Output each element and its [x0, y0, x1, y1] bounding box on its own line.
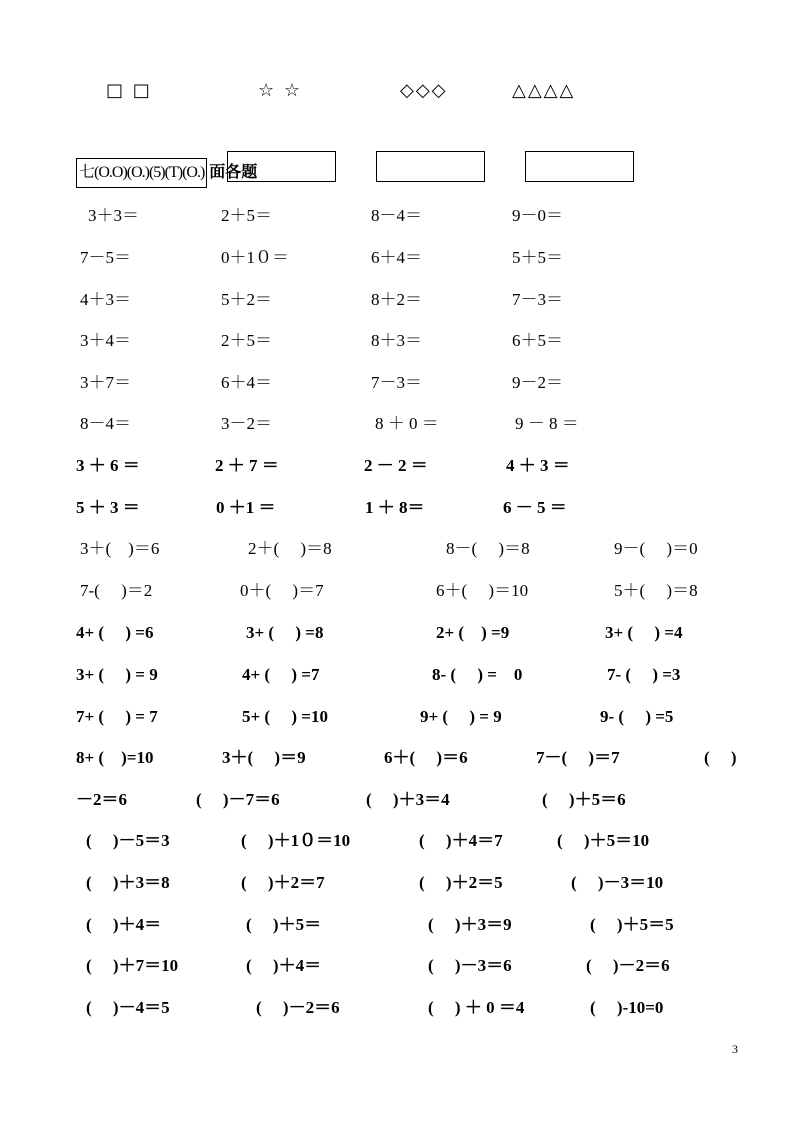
- problem-cell: 7-( )＝2: [80, 581, 153, 600]
- star-symbols: ☆ ☆: [258, 80, 302, 101]
- problem-cell: 4+ ( ) =7: [242, 665, 320, 684]
- problem-cell: 7+ ( ) = 7: [76, 707, 158, 726]
- problem-cell: ( )＋4＝: [86, 915, 162, 934]
- problem-row: [0, 330, 794, 364]
- problem-cell: ( )＋3＝8: [86, 873, 170, 892]
- problem-row: [0, 914, 794, 948]
- problem-row: [0, 413, 794, 447]
- problem-cell: ( )＋7＝10: [86, 956, 179, 975]
- problem-cell: 5 ＋ 3 ＝: [76, 498, 140, 517]
- problem-cell: ( )＋4＝7: [419, 831, 503, 850]
- problem-cell: 3+ ( ) =8: [246, 623, 324, 642]
- page-number: 3: [732, 1042, 738, 1056]
- triangle-symbols: △△△△: [512, 80, 576, 101]
- problem-cell: ( )＋3＝4: [366, 790, 450, 809]
- problem-cell: 2 ＋ 7 ＝: [215, 456, 279, 475]
- problem-cell: 8－4＝: [80, 414, 131, 433]
- problem-cell: 4+ ( ) =6: [76, 623, 154, 642]
- problem-cell: 7- ( ) =3: [607, 665, 681, 684]
- problem-cell: 2＋( )＝8: [248, 539, 332, 558]
- problem-cell: 2＋5＝: [221, 206, 272, 225]
- problem-cell: ( ) ＋ 0 ＝4: [428, 998, 525, 1017]
- problem-cell: 3－2＝: [221, 414, 272, 433]
- problem-cell: 8－( )＝8: [446, 539, 530, 558]
- problem-row: [0, 205, 794, 239]
- problem-cell: 4 ＋ 3 ＝: [506, 456, 570, 475]
- problem-cell: 7－3＝: [371, 373, 422, 392]
- problem-cell: 0＋( )＝7: [240, 581, 324, 600]
- problem-cell: ( )＋5＝5: [590, 915, 674, 934]
- section-title-text: 面各题: [209, 164, 258, 181]
- problem-cell: 3＋( )＝9: [222, 748, 306, 767]
- problem-row: [0, 830, 794, 864]
- problem-cell: 4＋3＝: [80, 290, 131, 309]
- problem-cell: 3+ ( ) =4: [605, 623, 683, 642]
- problem-cell: ( )＋5＝6: [542, 790, 626, 809]
- section-title: [76, 158, 257, 186]
- problem-cell: 8- ( ) = 0: [432, 665, 523, 684]
- diamond-symbols: ◇◇◇: [400, 80, 448, 101]
- problem-cell: ( )＋5＝: [246, 915, 322, 934]
- problem-row: [0, 997, 794, 1031]
- problem-cell: ( )＋5＝10: [557, 831, 650, 850]
- problem-cell: 9 － 8 ＝: [515, 414, 579, 433]
- problem-cell: 9+ ( ) = 9: [420, 707, 502, 726]
- problem-cell: 9- ( ) =5: [600, 707, 674, 726]
- problem-row: [0, 580, 794, 614]
- problem-cell: 3＋( )＝6: [80, 539, 160, 558]
- problem-cell: 3＋3＝: [88, 206, 139, 225]
- problem-cell: 2 － 2 ＝: [364, 456, 428, 475]
- problem-cell: 8 ＋ 0 ＝: [375, 414, 439, 433]
- problem-row: [0, 497, 794, 531]
- problem-row: [0, 247, 794, 281]
- problem-cell: 2+ ( ) =9: [436, 623, 510, 642]
- problem-cell: 7－5＝: [80, 248, 131, 267]
- problem-cell: 6＋( )＝10: [436, 581, 529, 600]
- problem-cell: 9－( )＝0: [614, 539, 698, 558]
- problem-cell: 8＋3＝: [371, 331, 422, 350]
- problem-cell: 6＋4＝: [221, 373, 272, 392]
- problem-cell: 7－( )＝7: [536, 748, 620, 767]
- problem-cell: 3＋4＝: [80, 331, 131, 350]
- problem-cell: 5＋2＝: [221, 290, 272, 309]
- problem-cell: 8＋2＝: [371, 290, 422, 309]
- problem-row: [0, 789, 794, 823]
- problem-row: [0, 289, 794, 323]
- problem-row: [0, 372, 794, 406]
- problem-cell: 8+ ( )=10: [76, 748, 154, 767]
- problem-cell: 7－3＝: [512, 290, 563, 309]
- problem-cell: ( )－2＝6: [256, 998, 340, 1017]
- problem-row: [0, 622, 794, 656]
- problem-cell: 0 ＋1 ＝: [216, 498, 276, 517]
- problem-cell: ( )－4＝5: [86, 998, 170, 1017]
- problem-row: [0, 747, 794, 781]
- problem-cell: 5＋5＝: [512, 248, 563, 267]
- problem-row: [0, 872, 794, 906]
- problem-cell: ( )＋4＝: [246, 956, 322, 975]
- problem-cell: ( )＋3＝9: [428, 915, 512, 934]
- answer-box-2[interactable]: [376, 151, 485, 182]
- problem-cell: ( )＋2＝5: [419, 873, 503, 892]
- problem-row: [0, 455, 794, 489]
- problem-cell: 9－2＝: [512, 373, 563, 392]
- problem-cell: 6＋4＝: [371, 248, 422, 267]
- problem-cell: ( ): [704, 748, 737, 767]
- problem-cell: 5+ ( ) =10: [242, 707, 328, 726]
- problem-cell: 2＋5＝: [221, 331, 272, 350]
- problem-cell: ( )－2＝6: [586, 956, 670, 975]
- problem-cell: ( )－7＝6: [196, 790, 280, 809]
- problem-cell: 6＋( )＝6: [384, 748, 468, 767]
- problem-cell: 9－0＝: [512, 206, 563, 225]
- problem-cell: 3+ ( ) = 9: [76, 665, 158, 684]
- problem-cell: ( )-10=0: [590, 998, 664, 1017]
- problem-cell: ( )－3＝6: [428, 956, 512, 975]
- square-symbols: □ □: [106, 80, 152, 101]
- problem-cell: 5＋( )＝8: [614, 581, 698, 600]
- problem-cell: －2＝6: [76, 790, 127, 809]
- problem-cell: 0＋1０＝: [221, 248, 289, 267]
- problem-cell: 1 ＋ 8＝: [365, 498, 425, 517]
- problem-cell: 8－4＝: [371, 206, 422, 225]
- problem-row: [0, 538, 794, 572]
- answer-box-3[interactable]: [525, 151, 634, 182]
- problem-row: [0, 706, 794, 740]
- problem-row: [0, 955, 794, 989]
- problem-cell: ( )－3＝10: [571, 873, 664, 892]
- section-title-framed: 七(O.O)(O.)(5)(T)(O.): [76, 158, 207, 188]
- problem-cell: 3 ＋ 6 ＝: [76, 456, 140, 475]
- problem-row: [0, 664, 794, 698]
- problem-cell: ( )－5＝3: [86, 831, 170, 850]
- problem-cell: 6 － 5 ＝: [503, 498, 567, 517]
- problem-cell: ( )＋1０＝10: [241, 831, 351, 850]
- problem-cell: ( )＋2＝7: [241, 873, 325, 892]
- problem-cell: 6＋5＝: [512, 331, 563, 350]
- problem-cell: 3＋7＝: [80, 373, 131, 392]
